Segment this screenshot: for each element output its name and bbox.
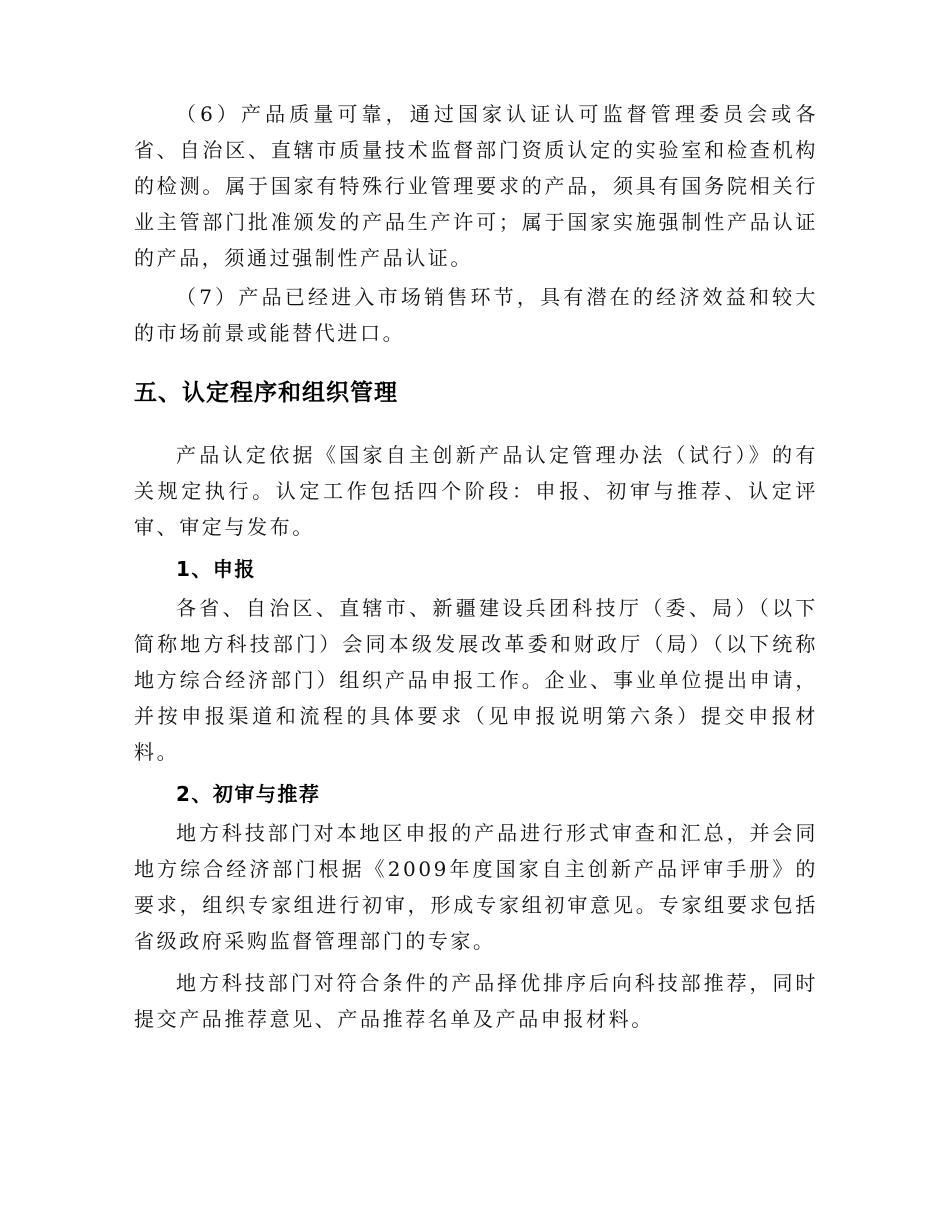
section-intro-paragraph: 产品认定依据《国家自主创新产品认定管理办法（试行）》的有关规定执行。认定工作包括四个阶段：申报、初审与推荐、认定评审、审定与发布。	[134, 443, 818, 539]
review-paragraph-2: 地方科技部门对符合条件的产品择优排序后向科技部推荐，同时提交产品推荐意见、产品推荐名单及产品申报材料。	[134, 971, 818, 1031]
document-body	[134, 96, 818, 1037]
paragraph-item-7: （7）产品已经进入市场销售环节，具有潜在的经济效益和较大的市场前景或能替代进口。	[134, 285, 818, 345]
review-paragraph-1: 地方科技部门对本地区申报的产品进行形式审查和汇总，并会同地方综合经济部门根据《2009年度国家自主创新产品评审手册》的要求，组织专家组进行初审，形成专家组初审意见。专家组要求包括省级政府采购监督管理部门的专家。	[134, 821, 818, 953]
section-heading: 五、认定程序和组织管理	[134, 380, 398, 406]
paragraph-item-6: （6）产品质量可靠，通过国家认证认可监督管理委员会或各省、自治区、直辖市质量技术监督部门资质认定的实验室和检查机构的检测。属于国家有特殊行业管理要求的产品，须具有国务院相关行业主管部门批准颁发的产品生产许可；属于国家实施强制性产品认证的产品，须通过强制性产品认证。	[134, 102, 818, 270]
subsection-heading-application: 1、申报	[176, 557, 256, 581]
application-paragraph: 各省、自治区、直辖市、新疆建设兵团科技厅（委、局）（以下简称地方科技部门）会同本级发展改革委和财政厅（局）（以下统称地方综合经济部门）组织产品申报工作。企业、事业单位提出申请，并按申报渠道和流程的具体要求（见申报说明第六条）提交申报材料。	[134, 596, 818, 764]
subsection-heading-review: 2、初审与推荐	[176, 782, 321, 806]
